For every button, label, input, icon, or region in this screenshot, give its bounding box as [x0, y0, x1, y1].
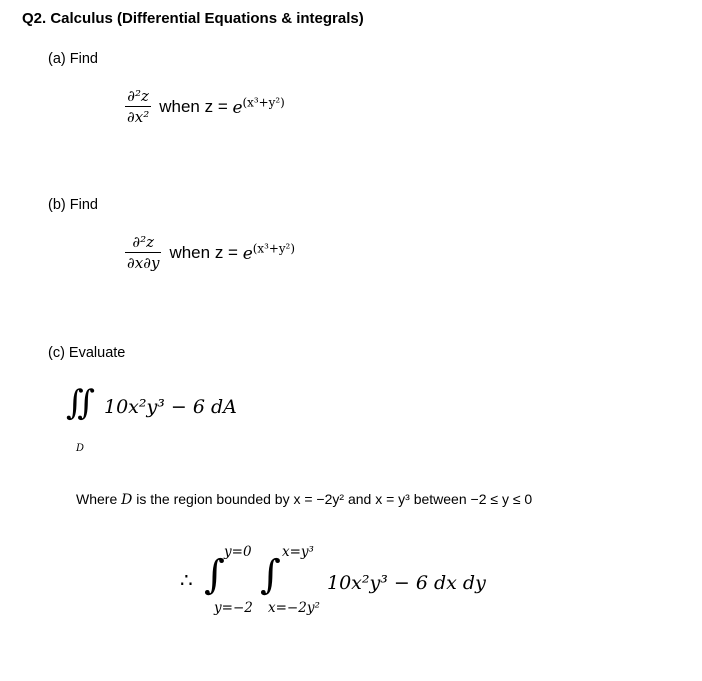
outer-integral-sign: ∫: [204, 552, 225, 598]
fraction-bar: [125, 252, 161, 253]
part-c-label: (c) Evaluate: [48, 345, 126, 361]
question-title: Q2. Calculus (Differential Equations & integrals): [22, 10, 364, 27]
part-b-fraction: [125, 233, 161, 272]
part-b-label: (b) Find: [48, 197, 98, 213]
part-b-exponent: (x³+y²): [252, 241, 295, 256]
region-label: D: [76, 443, 85, 454]
part-a-label: (a) Find: [48, 51, 98, 67]
where-text: is the region bounded by x = −2y² and x = y³ between −2 ≤ y ≤ 0: [132, 491, 533, 507]
outer-upper-limit: y=0: [224, 544, 252, 560]
inner-integral-sign: ∫: [260, 552, 281, 598]
therefore-symbol: ∴: [180, 568, 193, 592]
region-description: [76, 491, 532, 508]
inner-upper-limit: x=y³: [282, 544, 314, 560]
where-D: D: [121, 492, 133, 508]
part-b-numerator: ∂²z: [132, 233, 155, 251]
part-b-base: e: [242, 243, 253, 264]
part-a-expression: [125, 87, 285, 126]
outer-lower-limit: y=−2: [214, 600, 253, 616]
double-integral-symbol: ∬: [66, 383, 95, 423]
integrand-expression: 10x²y³ − 6 dA: [104, 396, 237, 418]
where-prefix: Where: [76, 491, 122, 507]
part-a-when: when z =: [159, 96, 233, 116]
part-b-when: when z =: [169, 242, 243, 262]
part-a-denominator: ∂x²: [127, 108, 150, 126]
fraction-bar: [125, 106, 151, 107]
part-a-fraction: [125, 87, 151, 126]
part-a-base: e: [232, 97, 243, 118]
part-a-exponent: (x³+y²): [242, 95, 285, 110]
inner-lower-limit: x=−2y²: [268, 600, 320, 616]
final-integrand: 10x²y³ − 6 dx dy: [327, 572, 486, 594]
part-b-denominator: ∂x∂y: [127, 254, 160, 272]
part-a-numerator: ∂²z: [127, 87, 149, 105]
part-b-expression: [125, 233, 295, 272]
